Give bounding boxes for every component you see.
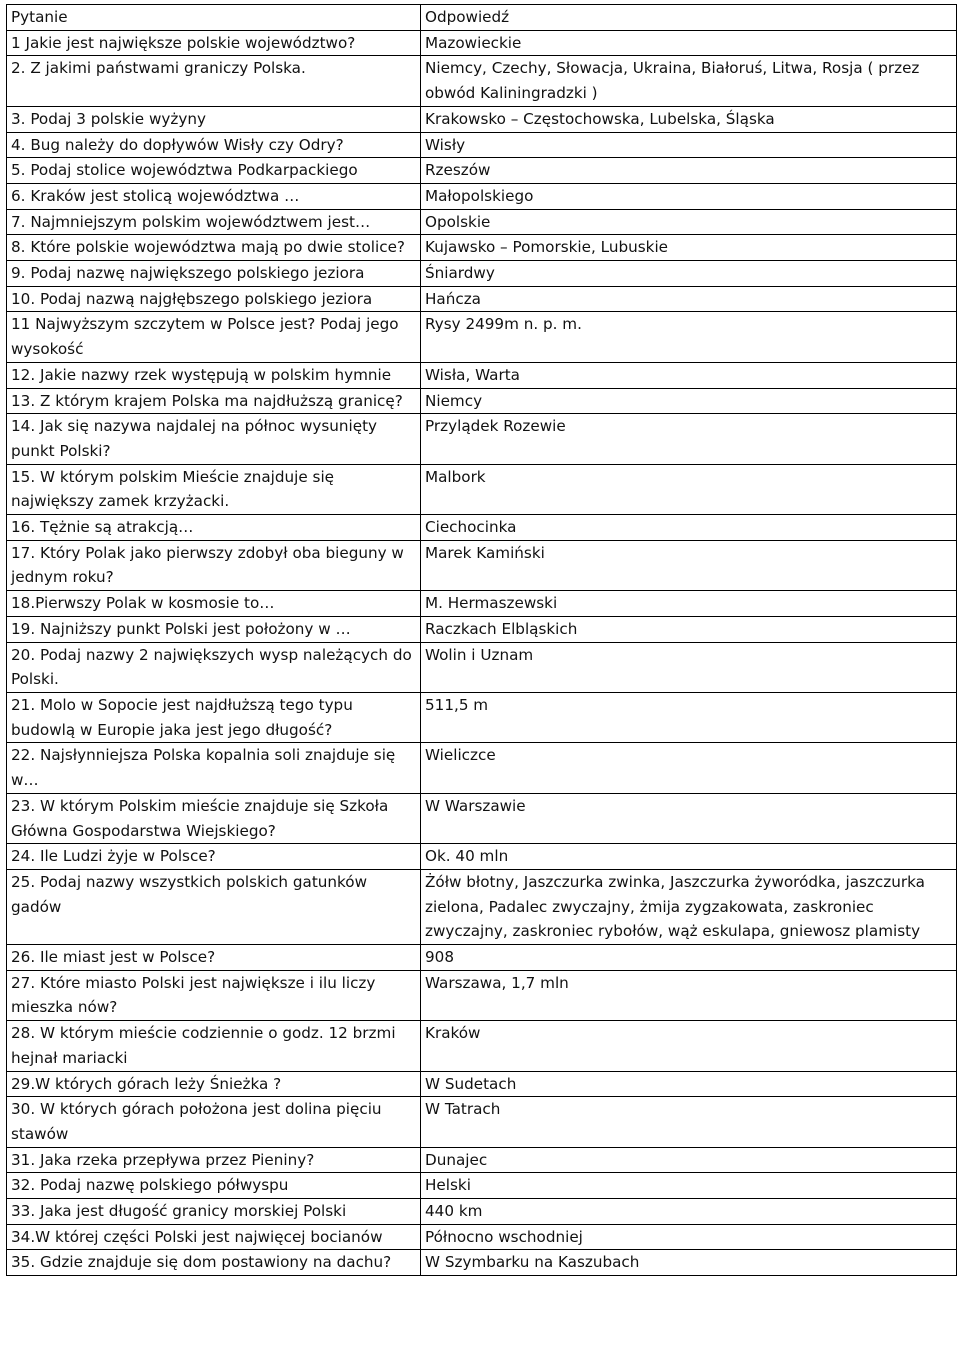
answer-cell: Warszawa, 1,7 mln bbox=[421, 970, 957, 1020]
question-cell: 31. Jaka rzeka przepływa przez Pieniny? bbox=[7, 1147, 421, 1173]
question-cell: 5. Podaj stolice województwa Podkarpackiego bbox=[7, 158, 421, 184]
answer-cell: Małopolskiego bbox=[421, 183, 957, 209]
table-row bbox=[7, 1199, 957, 1225]
answer-cell: Śniardwy bbox=[421, 261, 957, 287]
table-row bbox=[7, 642, 957, 692]
answer-cell: Marek Kamiński bbox=[421, 540, 957, 590]
table-row bbox=[7, 312, 957, 362]
answer-cell: Rysy 2499m n. p. m. bbox=[421, 312, 957, 362]
answer-cell: Wieliczce bbox=[421, 743, 957, 793]
question-cell: 8. Które polskie województwa mają po dwie stolice? bbox=[7, 235, 421, 261]
question-cell: 34.W której części Polski jest najwięcej bocianów bbox=[7, 1224, 421, 1250]
question-cell: 25. Podaj nazwy wszystkich polskich gatunków gadów bbox=[7, 869, 421, 944]
table-row bbox=[7, 1147, 957, 1173]
table-row bbox=[7, 616, 957, 642]
table-row bbox=[7, 414, 957, 464]
question-cell: 7. Najmniejszym polskim województwem jest… bbox=[7, 209, 421, 235]
question-cell: 19. Najniższy punkt Polski jest położony w … bbox=[7, 616, 421, 642]
answer-cell: 908 bbox=[421, 945, 957, 971]
table-row bbox=[7, 869, 957, 944]
question-cell: 26. Ile miast jest w Polsce? bbox=[7, 945, 421, 971]
table-row bbox=[7, 945, 957, 971]
table-row bbox=[7, 515, 957, 541]
table-row bbox=[7, 286, 957, 312]
table-row bbox=[7, 132, 957, 158]
answer-cell: Malbork bbox=[421, 464, 957, 514]
table-row bbox=[7, 1173, 957, 1199]
answer-cell: Mazowieckie bbox=[421, 30, 957, 56]
answer-cell: W Szymbarku na Kaszubach bbox=[421, 1250, 957, 1276]
answer-cell: Hańcza bbox=[421, 286, 957, 312]
question-cell: 11 Najwyższym szczytem w Polsce jest? Podaj jego wysokość bbox=[7, 312, 421, 362]
answer-cell: Opolskie bbox=[421, 209, 957, 235]
table-row bbox=[7, 209, 957, 235]
table-row bbox=[7, 1250, 957, 1276]
question-cell: 30. W których górach położona jest dolina pięciu stawów bbox=[7, 1097, 421, 1147]
answer-header: Odpowiedź bbox=[421, 5, 957, 31]
answer-cell: Ok. 40 mln bbox=[421, 844, 957, 870]
answer-cell: Wisły bbox=[421, 132, 957, 158]
question-cell: 4. Bug należy do dopływów Wisły czy Odry? bbox=[7, 132, 421, 158]
question-cell: 29.W których górach leży Śnieżka ? bbox=[7, 1071, 421, 1097]
question-cell: 15. W którym polskim Mieście znajduje się największy zamek krzyżacki. bbox=[7, 464, 421, 514]
question-cell: 24. Ile Ludzi żyje w Polsce? bbox=[7, 844, 421, 870]
answer-cell: Wisła, Warta bbox=[421, 362, 957, 388]
answer-cell: M. Hermaszewski bbox=[421, 591, 957, 617]
quiz-table bbox=[6, 4, 957, 1276]
table-row bbox=[7, 692, 957, 742]
question-cell: 27. Które miasto Polski jest największe i ilu liczy mieszka nów? bbox=[7, 970, 421, 1020]
table-row bbox=[7, 235, 957, 261]
table-row bbox=[7, 743, 957, 793]
question-cell: 35. Gdzie znajduje się dom postawiony na dachu? bbox=[7, 1250, 421, 1276]
question-cell: 16. Tężnie są atrakcją… bbox=[7, 515, 421, 541]
table-row bbox=[7, 540, 957, 590]
answer-cell: 511,5 m bbox=[421, 692, 957, 742]
table-row bbox=[7, 388, 957, 414]
answer-cell: Północno wschodniej bbox=[421, 1224, 957, 1250]
question-cell: 32. Podaj nazwę polskiego półwyspu bbox=[7, 1173, 421, 1199]
answer-cell: Niemcy bbox=[421, 388, 957, 414]
answer-cell: Helski bbox=[421, 1173, 957, 1199]
answer-cell: W Tatrach bbox=[421, 1097, 957, 1147]
table-row bbox=[7, 1071, 957, 1097]
answer-cell: Kujawsko – Pomorskie, Lubuskie bbox=[421, 235, 957, 261]
table-row bbox=[7, 261, 957, 287]
question-cell: 13. Z którym krajem Polska ma najdłuższą granicę? bbox=[7, 388, 421, 414]
answer-cell: Rzeszów bbox=[421, 158, 957, 184]
table-row bbox=[7, 844, 957, 870]
question-cell: 28. W którym mieście codziennie o godz. 12 brzmi hejnał mariacki bbox=[7, 1021, 421, 1071]
question-cell: 3. Podaj 3 polskie wyżyny bbox=[7, 106, 421, 132]
question-cell: 1 Jakie jest największe polskie województwo? bbox=[7, 30, 421, 56]
question-header: Pytanie bbox=[7, 5, 421, 31]
question-cell: 17. Który Polak jako pierwszy zdobył oba bieguny w jednym roku? bbox=[7, 540, 421, 590]
question-cell: 12. Jakie nazwy rzek występują w polskim hymnie bbox=[7, 362, 421, 388]
answer-cell: W Warszawie bbox=[421, 793, 957, 843]
question-cell: 18.Pierwszy Polak w kosmosie to… bbox=[7, 591, 421, 617]
answer-cell: 440 km bbox=[421, 1199, 957, 1225]
header-row bbox=[7, 5, 957, 31]
table-row bbox=[7, 591, 957, 617]
table-row bbox=[7, 793, 957, 843]
question-cell: 23. W którym Polskim mieście znajduje się Szkoła Główna Gospodarstwa Wiejskiego? bbox=[7, 793, 421, 843]
table-row bbox=[7, 1021, 957, 1071]
question-cell: 22. Najsłynniejsza Polska kopalnia soli znajduje się w… bbox=[7, 743, 421, 793]
answer-cell: Przylądek Rozewie bbox=[421, 414, 957, 464]
answer-cell: Raczkach Elbląskich bbox=[421, 616, 957, 642]
answer-cell: Dunajec bbox=[421, 1147, 957, 1173]
question-cell: 2. Z jakimi państwami graniczy Polska. bbox=[7, 56, 421, 106]
table-row bbox=[7, 158, 957, 184]
table-row bbox=[7, 1224, 957, 1250]
question-cell: 10. Podaj nazwą najgłębszego polskiego jeziora bbox=[7, 286, 421, 312]
question-cell: 33. Jaka jest długość granicy morskiej Polski bbox=[7, 1199, 421, 1225]
table-row bbox=[7, 362, 957, 388]
table-row bbox=[7, 30, 957, 56]
answer-cell: Krakowsko – Częstochowska, Lubelska, Śląska bbox=[421, 106, 957, 132]
answer-cell: Niemcy, Czechy, Słowacja, Ukraina, Białoruś, Litwa, Rosja ( przez obwód Kaliningradzki ) bbox=[421, 56, 957, 106]
table-row bbox=[7, 464, 957, 514]
table-row bbox=[7, 970, 957, 1020]
answer-cell: Żółw błotny, Jaszczurka zwinka, Jaszczurka żyworódka, jaszczurka zielona, Padalec zwyczajny, żmija zygzakowata, zaskroniec zwyczajny, zaskroniec rybołów, wąż eskulapa, gniewosz plamisty bbox=[421, 869, 957, 944]
question-cell: 20. Podaj nazwy 2 największych wysp należących do Polski. bbox=[7, 642, 421, 692]
answer-cell: Kraków bbox=[421, 1021, 957, 1071]
answer-cell: W Sudetach bbox=[421, 1071, 957, 1097]
question-cell: 9. Podaj nazwę największego polskiego jeziora bbox=[7, 261, 421, 287]
table-row bbox=[7, 56, 957, 106]
answer-cell: Wolin i Uznam bbox=[421, 642, 957, 692]
table-row bbox=[7, 183, 957, 209]
question-cell: 21. Molo w Sopocie jest najdłuższą tego typu budowlą w Europie jaka jest jego długość? bbox=[7, 692, 421, 742]
table-row bbox=[7, 106, 957, 132]
question-cell: 14. Jak się nazywa najdalej na północ wysunięty punkt Polski? bbox=[7, 414, 421, 464]
answer-cell: Ciechocinka bbox=[421, 515, 957, 541]
question-cell: 6. Kraków jest stolicą województwa … bbox=[7, 183, 421, 209]
table-row bbox=[7, 1097, 957, 1147]
